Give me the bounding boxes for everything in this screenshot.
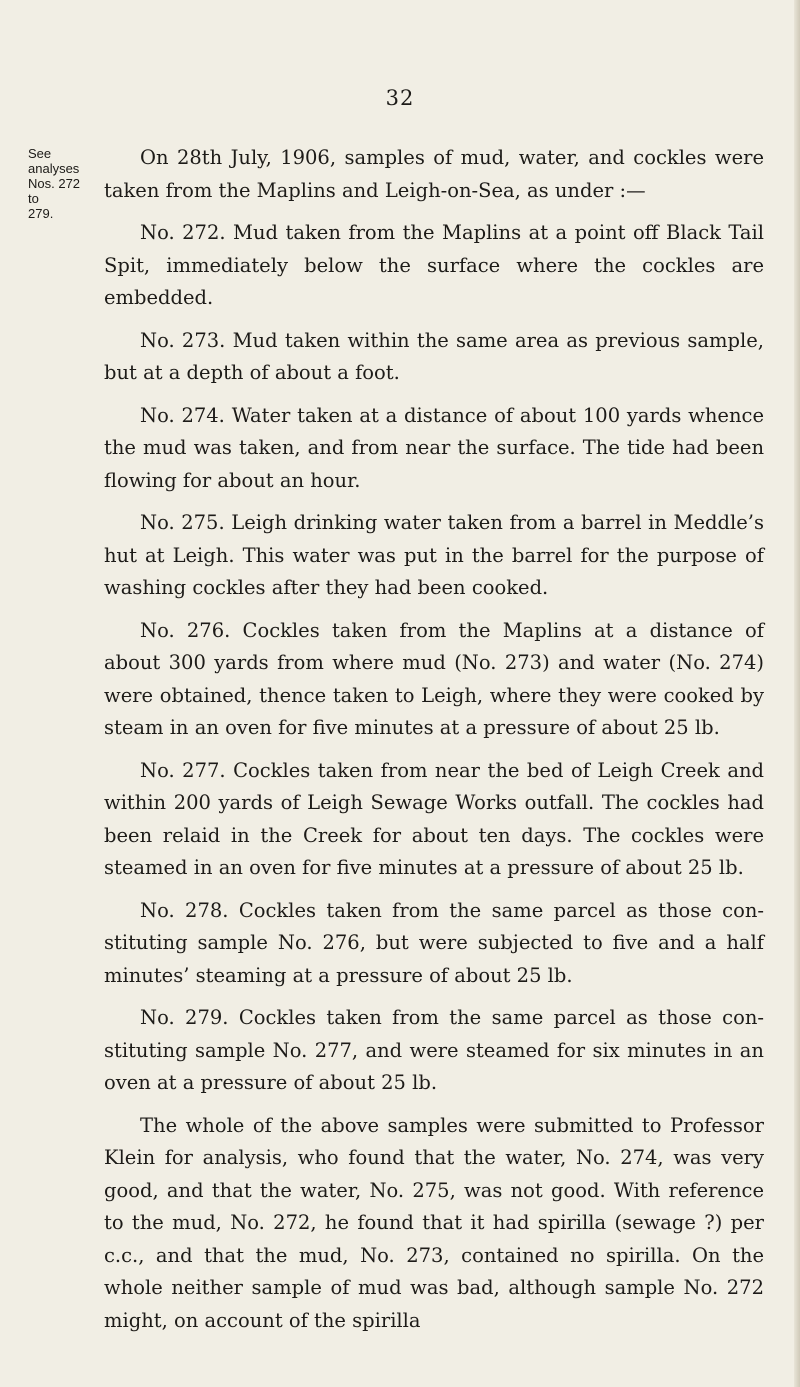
margin-note-line: Nos. 272 to	[28, 176, 81, 206]
paragraph-sample-273: No. 273. Mud taken within the same area as previous sample, but at a depth of about a foot.	[104, 328, 764, 384]
paragraph-sample-272: No. 272. Mud taken from the Maplins at a point off Black Tail Spit, immediately below the surface where the cockles are embedded.	[104, 221, 764, 309]
paragraph-intro: On 28th July, 1906, samples of mud, water, and cockles were taken from the Maplins and Leigh-on-Sea, as under :—	[104, 146, 764, 202]
paragraph-sample-275: No. 275. Leigh drinking water taken from a barrel in Meddle’s hut at Leigh. This water was put in the barrel for the purpose of washing cockles after they had been cooked.	[104, 511, 764, 599]
margin-note	[28, 146, 88, 221]
page-number: 32	[385, 86, 415, 110]
paragraph-sample-276: No. 276. Cockles taken from the Maplins at a distance of about 300 yards from where mud (No. 273) and water (No. 274) were obtained, thence taken to Leigh, where they were cooked by steam in an oven for five minutes at a pressure of about 25 lb.	[104, 618, 764, 739]
paragraph-sample-279: No. 279. Cockles taken from the same parcel as those con- stituting sample No. 277, and were steamed for six minutes in an oven at a pressure of about 25 lb.	[104, 1006, 764, 1094]
page-edge	[794, 0, 800, 1387]
margin-note-line: See analyses	[28, 146, 80, 176]
margin-note-line: 279.	[28, 206, 54, 221]
paragraph-analysis-summary: The whole of the above samples were submitted to Professor Klein for analysis, who found that the water, No. 274, was very good, and that the water, No. 275, was not good. With reference to the mud, No. 272, he found that it had spirilla (sewage ?) per c.c., and that the mud, No. 273, contained no spirilla. On the whole neither sample of mud was bad, although sample No. 272 might, on account of the spirilla	[104, 1113, 764, 1332]
paragraph-sample-277: No. 277. Cockles taken from near the bed of Leigh Creek and within 200 yards of Leigh Sewage Works outfall. The cockles had been relaid in the Creek for about ten days. The cockles were steamed in an oven for five minutes at a pressure of about 25 lb.	[104, 758, 764, 879]
paragraph-sample-274: No. 274. Water taken at a distance of about 100 yards whence the mud was taken, and from near the surface. The tide had been flowing for about an hour.	[104, 403, 764, 492]
paragraph-sample-278: No. 278. Cockles taken from the same parcel as those con- stituting sample No. 276, but were subjected to five and a half minutes’ steaming at a pressure of about 25 lb.	[104, 898, 764, 987]
body-text	[104, 142, 764, 1347]
